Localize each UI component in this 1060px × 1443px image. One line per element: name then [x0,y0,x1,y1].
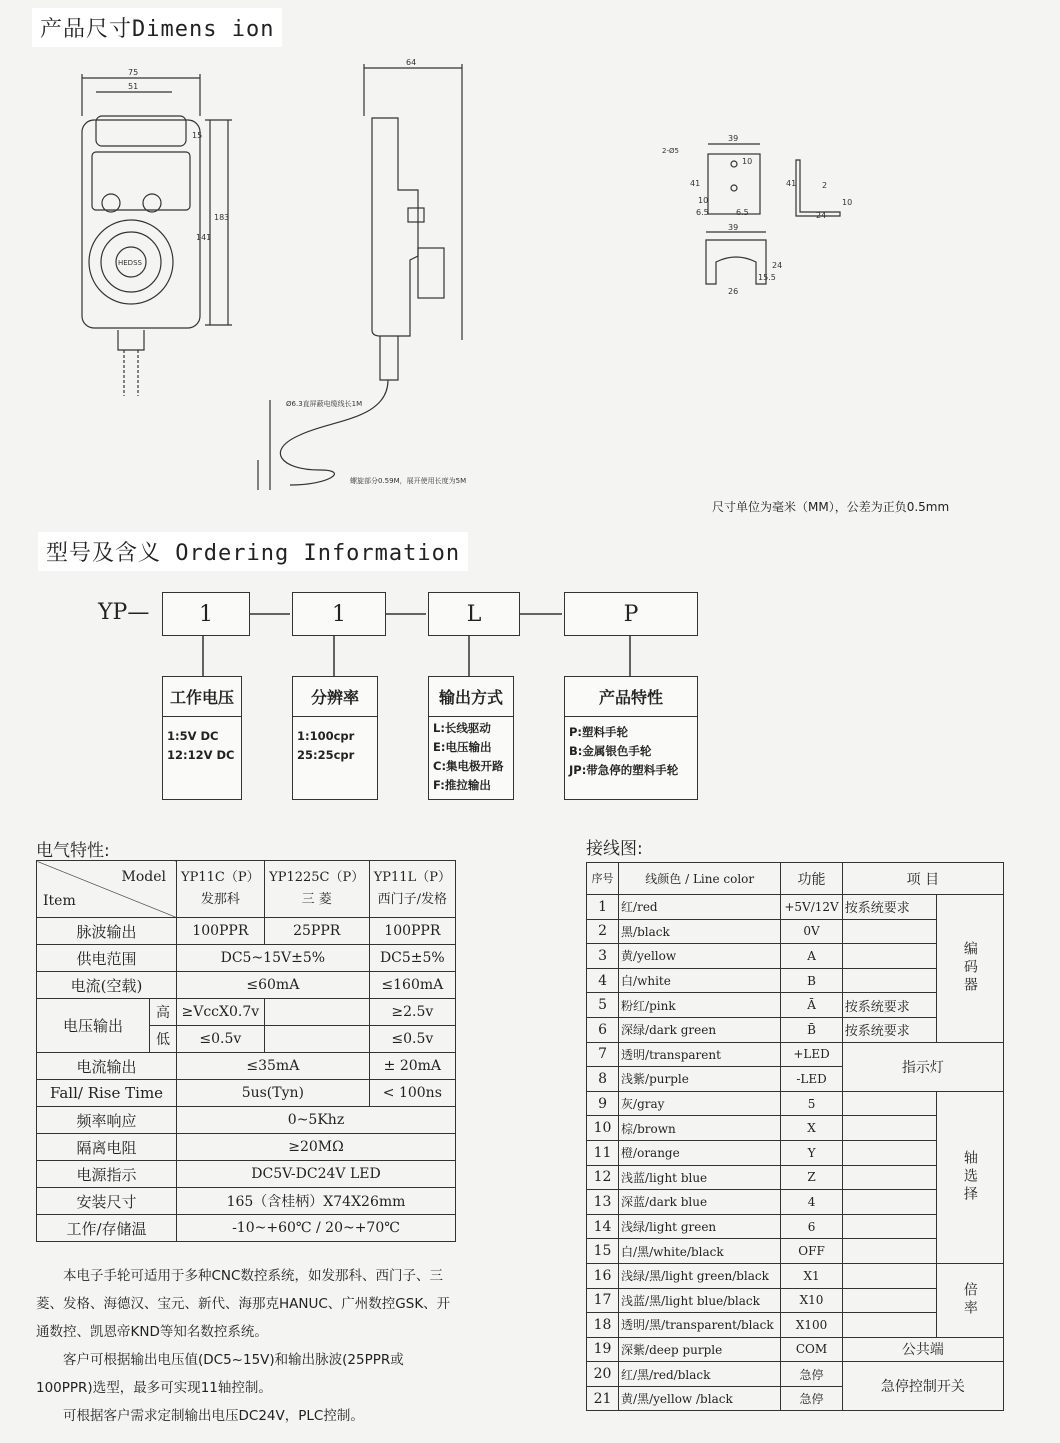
electrical-table [36,860,456,1242]
row-label: Fall/ Rise Time [37,1080,177,1107]
cell: 7 [587,1042,619,1067]
cell [842,1239,936,1264]
table-row [587,895,1004,920]
cell: 165（含桂柄）X74X26mm [177,1188,456,1215]
code-feature: P [564,592,698,636]
cell: 19 [587,1337,619,1362]
cell: 浅紫/purple [619,1067,781,1092]
table-row [37,1134,456,1161]
cell: 5 [781,1091,842,1116]
group-voltage-title: 工作电压 [163,677,241,717]
table-row [37,1080,456,1107]
group-axis: 轴选择 [936,1091,1003,1263]
group-rate: 倍率 [936,1263,1003,1337]
cell: 9 [587,1091,619,1116]
dim-side-thickness: 2 [822,181,828,190]
cell: 浅蓝/light blue [619,1165,781,1190]
dim-bracket-right-margin: 6.5 [736,208,749,217]
cell: COM [781,1337,842,1362]
cell: +LED [781,1042,842,1067]
cell: ≤60mA [177,972,370,999]
cell: X100 [781,1313,842,1338]
table-row [587,1263,1004,1288]
model-col-1 [177,861,265,918]
dim-bracket-hole-offset: 10 [742,157,753,166]
model-brand: 发那科 [200,892,240,907]
dim-front-height: 183 [214,213,230,222]
dim-u-inner: 26 [728,287,739,296]
cell [842,919,936,944]
dim-u-width: 39 [728,223,739,232]
unit-note: 尺寸单位为毫米（MM），公差为正负0.5mm [712,500,950,514]
table-row [587,1362,1004,1387]
cell: A [781,944,842,969]
cell: 黄/yellow [619,944,781,969]
head-no: 序号 [587,863,619,895]
cell: 6 [587,1017,619,1042]
cell: X [781,1116,842,1141]
cable-note-2: 螺旋部分0.59M，展开使用长度为5M [350,477,467,485]
cell: 浅绿/黑/light green/black [619,1263,781,1288]
cell: Ā [781,993,842,1018]
table-row [587,1042,1004,1067]
cell: 按系统要求 [842,993,936,1018]
cell: 10 [587,1116,619,1141]
cell: 黄/黑/yellow /black [619,1386,781,1411]
cell: 13 [587,1190,619,1215]
cell: OFF [781,1239,842,1264]
dim-bracket-bottom: 10 [698,196,709,205]
cell: 粉红/pink [619,993,781,1018]
model-col-3 [369,861,455,918]
cell [842,944,936,969]
cell: 1 [587,895,619,920]
cell: ≥VccX0.7v [177,999,265,1026]
group-voltage [162,676,242,800]
cell: 100PPR [369,918,455,945]
cell [842,1313,936,1338]
cell: 浅绿/light green [619,1214,781,1239]
group-output-line: F:推拉输出 [433,778,491,792]
cell: X10 [781,1288,842,1313]
cell: 15 [587,1239,619,1264]
cell: 17 [587,1288,619,1313]
cell: 黑/black [619,919,781,944]
cell: 0~5Khz [177,1107,456,1134]
cell: 3 [587,944,619,969]
dimension-header: 产品尺寸Dimens ion [32,8,282,47]
cell: 低 [150,1026,177,1053]
head-item: 项 目 [842,863,1003,895]
head-func: 功能 [781,863,842,895]
cable-note-1: Ø6.3直屏蔽电缆线长1M [286,400,363,408]
cell: ≤160mA [369,972,455,999]
row-label: 隔离电阻 [37,1134,177,1161]
cell: 4 [781,1190,842,1215]
code-resolution: 1 [292,592,386,636]
cell [264,1026,369,1053]
ordering-header: 型号及含义 Ordering Information [38,532,468,571]
row-label: 频率响应 [37,1107,177,1134]
row-label: 脉波输出 [37,918,177,945]
group-common: 公共端 [842,1337,1003,1362]
group-indicator: 指示灯 [842,1042,1003,1091]
cell: 5us(Tyn) [177,1080,370,1107]
table-row [37,945,456,972]
cell: 灰/gray [619,1091,781,1116]
cell: ≤0.5v [177,1026,265,1053]
description-para-2: 客户可根据输出电压值(DC5~15V)和输出脉波(25PPR或100PPR)选型，最多可实现11轴控制。 [36,1352,404,1396]
cell: 白/white [619,968,781,993]
cell: DC5V-DC24V LED [177,1161,456,1188]
head-color: 线颜色 / Line color [619,863,781,895]
cell: ≤35mA [177,1053,370,1080]
cell: 21 [587,1386,619,1411]
cell: ± 20mA [369,1053,455,1080]
model-brand: 西门子/发格 [377,892,448,907]
wiring-table [586,862,1004,1411]
cell [264,999,369,1026]
row-label: 供电范围 [37,945,177,972]
group-voltage-line: 12:12V DC [167,748,235,762]
cell: 按系统要求 [842,1017,936,1042]
dim-u-height: 24 [772,261,783,270]
cell: 2 [587,919,619,944]
cell: 0V [781,919,842,944]
description-para-3: 可根据客户需求定制输出电压DC24V，PLC控制。 [63,1408,364,1424]
dim-side-height: 41 [786,179,797,188]
row-label: 安装尺寸 [37,1188,177,1215]
cell: -LED [781,1067,842,1092]
group-output-line: E:电压输出 [433,740,492,754]
group-resolution [292,676,378,800]
group-feature-line: P:塑料手轮 [569,725,629,739]
cell [842,1263,936,1288]
cell: 11 [587,1140,619,1165]
brand-label: HEDSS [118,259,142,267]
corner-cell [37,861,177,918]
cell: Y [781,1140,842,1165]
ordering-prefix: YP— [98,600,150,625]
cell [842,1190,936,1215]
cell: 5 [587,993,619,1018]
cell: 按系统要求 [842,895,936,920]
cell: DC5~15V±5% [177,945,370,972]
electrical-title: 电气特性: [36,841,110,861]
group-estop: 急停控制开关 [842,1362,1003,1411]
cell: 深绿/dark green [619,1017,781,1042]
corner-item: Item [43,893,76,909]
group-feature-title: 产品特性 [565,677,697,717]
cell: 透明/黑/transparent/black [619,1313,781,1338]
group-output-title: 输出方式 [429,677,513,717]
cell: ≥2.5v [369,999,455,1026]
cell: ≤0.5v [369,1026,455,1053]
cell: 红/黑/red/black [619,1362,781,1387]
group-resolution-title: 分辨率 [293,677,377,717]
table-row [587,1091,1004,1116]
dim-side-foot: 10 [842,198,853,207]
table-row [37,1053,456,1080]
dim-bracket-left-margin: 6.5 [696,208,709,217]
cell: 急停 [781,1386,842,1411]
cell: 浅蓝/黑/light blue/black [619,1288,781,1313]
group-feature [564,676,698,800]
cell: B̄ [781,1017,842,1042]
group-output-line: L:长线驱动 [433,721,491,735]
cell: Z [781,1165,842,1190]
cell: 8 [587,1067,619,1092]
cell: 14 [587,1214,619,1239]
model-brand: 三 菱 [301,892,332,907]
dim-side-width: 64 [406,58,417,67]
group-resolution-line: 25:25cpr [297,748,355,762]
description [36,1262,456,1430]
cell [842,1091,936,1116]
group-output-line: C:集电极开路 [433,759,504,773]
model-col-2 [264,861,369,918]
cell: +5V/12V [781,895,842,920]
cell: X1 [781,1263,842,1288]
model-name: YP11L（P） [373,870,451,885]
table-row [37,1215,456,1242]
cell: 4 [587,968,619,993]
cell [842,1140,936,1165]
cell: 透明/transparent [619,1042,781,1067]
dim-bracket-holes: 2-Ø5 [662,147,679,155]
table-row [37,1161,456,1188]
table-row [587,1337,1004,1362]
cell: 12 [587,1165,619,1190]
group-encoder: 编码器 [936,895,1003,1043]
cell [842,1214,936,1239]
table-row [37,972,456,999]
code-voltage: 1 [162,592,250,636]
cell: 20 [587,1362,619,1387]
cell: 红/red [619,895,781,920]
cell: 6 [781,1214,842,1239]
cell: 25PPR [264,918,369,945]
group-feature-line: B:金属银色手轮 [569,744,652,758]
table-row [37,1107,456,1134]
cell: B [781,968,842,993]
cell: 橙/orange [619,1140,781,1165]
wiring-title: 接线图: [586,839,643,859]
description-para-1: 本电子手轮可适用于多种CNC数控系统，如发那科、西门子、三菱、发格、海德汉、宝元、新代、海那克HANUC、广州数控GSK、开通数控、凯恩帝KND等知名数控系统。 [36,1268,451,1340]
code-output: L [428,592,520,636]
dim-front-body-height: 141 [196,233,212,242]
cell: 棕/brown [619,1116,781,1141]
cell [842,1288,936,1313]
cell [842,968,936,993]
dim-side-length: 24 [816,211,827,220]
cell [842,1116,936,1141]
cell: 急停 [781,1362,842,1387]
row-label: 电流输出 [37,1053,177,1080]
model-name: YP11C（P） [181,870,260,885]
row-label: 电流(空载) [37,972,177,999]
group-resolution-line: 1:100cpr [297,729,355,743]
dim-front-top: 15 [192,131,203,140]
corner-model: Model [121,869,166,885]
group-output [428,676,514,800]
cell: 高 [150,999,177,1026]
group-voltage-line: 1:5V DC [167,729,219,743]
cell: 18 [587,1313,619,1338]
dim-bracket-height: 41 [690,179,701,188]
cell: 白/黑/white/black [619,1239,781,1264]
cell: 深蓝/dark blue [619,1190,781,1215]
group-feature-line: JP:带急停的塑料手轮 [569,763,679,777]
cell: ≥20MΩ [177,1134,456,1161]
table-row [37,999,456,1026]
dim-front-width: 75 [128,68,139,77]
dim-u-depth: 15.5 [758,273,776,282]
cell: 100PPR [177,918,265,945]
cell: DC5±5% [369,945,455,972]
dim-front-inner-width: 51 [128,82,139,91]
model-name: YP1225C（P） [269,870,365,885]
cell: 16 [587,1263,619,1288]
cell: -10~+60℃ / 20~+70℃ [177,1215,456,1242]
cell [842,1165,936,1190]
dim-bracket-width: 39 [728,134,739,143]
row-label: 工作/存储温 [37,1215,177,1242]
table-row [37,918,456,945]
table-row [37,1188,456,1215]
cell: 深紫/deep purple [619,1337,781,1362]
cell: < 100ns [369,1080,455,1107]
row-label: 电源指示 [37,1161,177,1188]
row-label: 电压输出 [37,999,150,1053]
